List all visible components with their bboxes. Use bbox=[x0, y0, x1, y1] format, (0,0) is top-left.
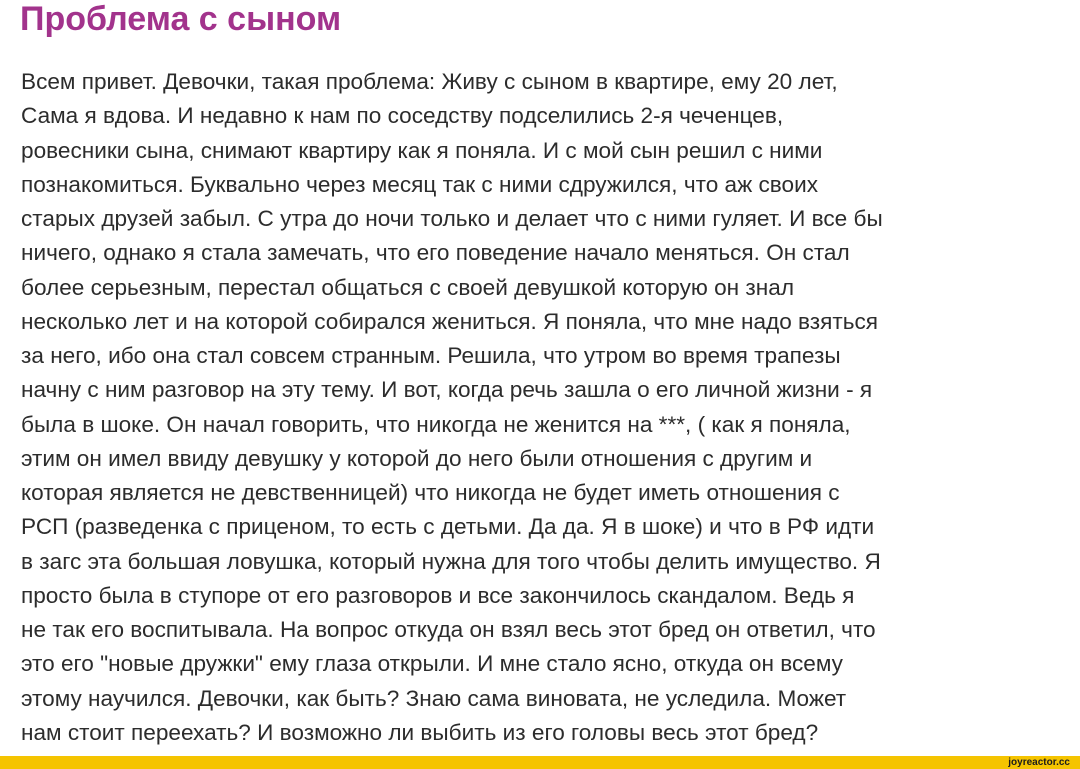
post-body-line: РСП (разведенка с приценом, то есть с детьми. Да да. Я в шоке) и что в РФ идти bbox=[21, 514, 875, 540]
post-body-line: начну с ним разговор на эту тему. И вот, когда речь зашла о его личной жизни - я bbox=[21, 377, 873, 403]
post-body-line: ровесники сына, снимают квартиру как я поняла. И с мой сын решил с ними bbox=[21, 137, 823, 163]
post-body-line: ничего, однако я стала замечать, что его поведение начало меняться. Он стал bbox=[21, 240, 850, 266]
post-body-line: это его "новые дружки" ему глаза открыли. И мне стало ясно, откуда он всему bbox=[21, 651, 843, 677]
post-body-line: просто была в ступоре от его разговоров и все закончилось скандалом. Ведь я bbox=[21, 582, 855, 608]
site-watermark[interactable]: joyreactor.cc bbox=[1008, 757, 1070, 768]
post-body-line: старых друзей забыл. С утра до ночи только и делает что с ними гуляет. И все бы bbox=[21, 206, 883, 231]
post-body-line: за него, ибо она стал совсем странным. Решила, что утром во время трапезы bbox=[21, 343, 841, 368]
post-body-line: этим он имел ввиду девушку у которой до него были отношения с другим и bbox=[21, 445, 813, 471]
post-body-line: которая является не девственницей) что никогда не будет иметь отношения с bbox=[21, 480, 840, 505]
post-body-line: несколько лет и на которой собирался жениться. Я поняла, что мне надо взяться bbox=[21, 308, 879, 334]
post-body-line: была в шоке. Он начал говорить, что никогда не женится на ***, ( как я поняла, bbox=[21, 411, 851, 437]
post-body-line: не так его воспитывала. На вопрос откуда он взял весь этот бред он ответил, что bbox=[21, 617, 876, 642]
post-body-line: более серьезным, перестал общаться с своей девушкой которую он знал bbox=[21, 274, 795, 300]
post-body-line: познакомиться. Буквально через месяц так с ними сдружился, что аж своих bbox=[21, 171, 819, 197]
post-title: Проблема с сыном bbox=[20, 0, 342, 38]
footer-bar bbox=[0, 756, 1080, 769]
post-body bbox=[21, 65, 1061, 750]
post-body-line: Всем привет. Девочки, такая проблема: Живу с сыном в квартире, ему 20 лет, bbox=[21, 69, 838, 94]
post-body-line: в загс эта большая ловушка, который нужна для того чтобы делить имущество. Я bbox=[21, 548, 881, 574]
post-body-line: нам стоит переехать? И возможно ли выбить из его головы весь этот бред? bbox=[21, 719, 819, 745]
post-body-line: Сама я вдова. И недавно к нам по соседству подселились 2-я чеченцев, bbox=[21, 103, 784, 129]
post-body-line: этому научился. Девочки, как быть? Знаю сама виновата, не уследила. Может bbox=[21, 685, 847, 711]
